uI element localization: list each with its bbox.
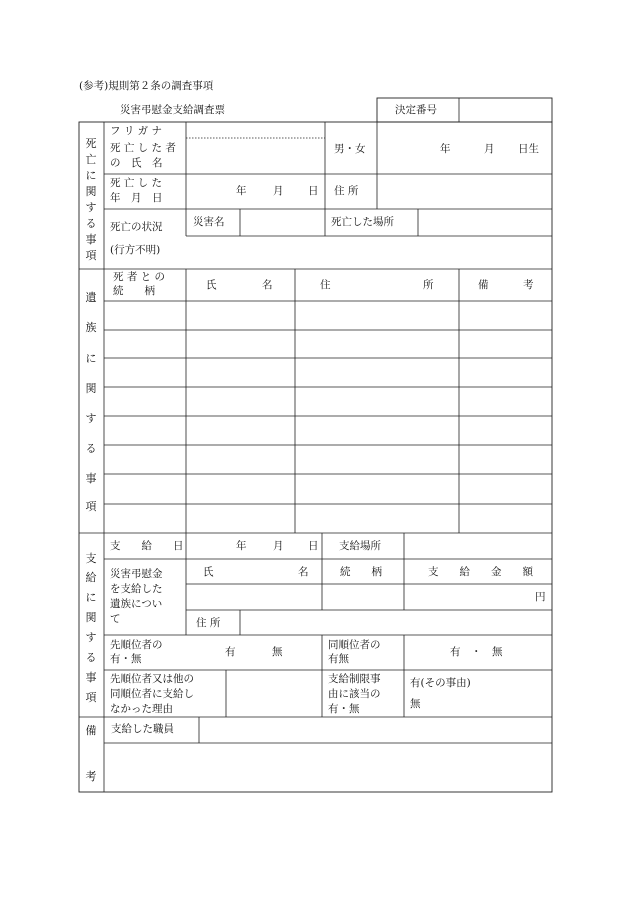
payment-place-field[interactable] (405, 534, 551, 558)
same-rank-label-2: 有無 (328, 653, 349, 665)
priority-label-1: 先順位者の (110, 639, 163, 651)
recipient-label-1: 災害弔慰金 (110, 568, 163, 580)
limit-yes-option[interactable]: 有(その事由) (410, 677, 471, 689)
death-date-label-2: 年 月 日 (110, 192, 163, 204)
death-place-label: 死亡した場所 (331, 216, 394, 228)
recipient-label-3: 遺族につい (110, 598, 163, 610)
sex-option[interactable]: 男・女 (334, 143, 366, 155)
disaster-name-field[interactable] (241, 210, 324, 235)
deceased-name-field[interactable] (187, 139, 324, 173)
deceased-name-label-2: の 氏 名 (110, 157, 163, 169)
remarks-side-label-1: 備 (85, 724, 97, 737)
not-paid-label-1: 先順位者又は他の (110, 673, 194, 685)
death-place-field[interactable] (419, 210, 551, 235)
form-title: 災害弔慰金支給調査票 (120, 104, 225, 116)
missing-field[interactable] (187, 237, 551, 268)
limit-label-2: 由に該当の (328, 688, 381, 700)
family-name-header-2: 名 (262, 279, 273, 291)
family-name-header-1: 氏 (206, 279, 217, 291)
family-remarks-header-1: 備 (478, 279, 489, 291)
death-day-label: 日 (308, 185, 319, 197)
family-address-header-1: 住 (320, 279, 331, 291)
recipient-address-field[interactable] (241, 611, 551, 634)
missing-label: (行方不明) (110, 244, 161, 256)
recipient-name-header-1: 氏 (203, 566, 214, 578)
family-address-header-2: 所 (423, 279, 434, 291)
family-table-body[interactable] (105, 302, 551, 532)
address-label: 住 所 (334, 185, 359, 197)
death-year-label: 年 (236, 185, 247, 197)
payment-day-label: 日 (308, 540, 319, 552)
death-month-label: 月 (273, 185, 284, 197)
limit-label-1: 支給制限事 (328, 673, 381, 685)
limit-no-option[interactable]: 無 (410, 698, 421, 710)
recipient-address-label: 住 所 (196, 617, 221, 629)
reference-note: (参考)規則第２条の調査事項 (79, 80, 214, 92)
staff-field[interactable] (200, 718, 551, 742)
priority-yes-option[interactable]: 有 (225, 646, 236, 658)
form-page: (参考)規則第２条の調査事項 災害弔慰金支給調査票 決定番号 死 亡 に 関 す る 事 項 フ リ ガ ナ 死 亡 し た 者 の 氏 名 男・女 年 月 日生 死 亡 し た 年 月 日 年 月 日 住 所 死亡の状況 災害名 死亡した場所 (行方不明) 遺 族 に 関 す る 事 項 死 者 と の 続 柄 氏 名 住 所 備 考 支 給 に 関 す る 事 項 支 給 日 年 月 日 支給場所 災害弔慰金 を支給した 遺族につい て 氏 名 続 柄 支 給 金 額 円 住 所 先順位者の 有・無 有 無 同順位者の 有無 有 ・ 無 先順位者又は他の 同順位者に支給し なかった理由 支給制限事 由に該当の 有・無 有(その事由) 無 備 考 支給した職員 (0, 0, 630, 903)
staff-label: 支給した職員 (111, 723, 174, 735)
relation-header-2: 続 柄 (113, 285, 155, 297)
recipient-name-field[interactable] (187, 585, 321, 609)
remarks-field[interactable] (105, 744, 551, 791)
same-rank-option[interactable]: 有 ・ 無 (450, 646, 503, 658)
limit-label-3: 有・無 (328, 703, 360, 715)
yen-unit: 円 (535, 591, 546, 603)
decision-number-label: 決定番号 (395, 104, 437, 116)
deceased-name-label-1: 死 亡 し た 者 (110, 142, 176, 154)
decision-number-field[interactable] (460, 99, 551, 121)
recipient-relation-header: 続 柄 (340, 566, 382, 578)
recipient-relation-field[interactable] (323, 585, 403, 609)
payment-year-label: 年 (236, 540, 247, 552)
priority-label-2: 有・無 (110, 653, 142, 665)
not-paid-reason-field[interactable] (227, 671, 321, 716)
not-paid-label-3: なかった理由 (110, 703, 173, 715)
death-date-label-1: 死 亡 し た (110, 177, 163, 189)
priority-no-option[interactable]: 無 (272, 646, 283, 658)
birth-day-label: 日生 (518, 143, 539, 155)
death-situation-label: 死亡の状況 (110, 221, 163, 233)
recipient-label-4: て (110, 613, 121, 625)
payment-date-label: 支 給 日 (110, 540, 184, 552)
birth-month-label: 月 (484, 143, 495, 155)
recipient-label-2: を支給した (110, 583, 163, 595)
relation-header-1: 死 者 と の (113, 271, 166, 283)
payment-place-label: 支給場所 (339, 540, 381, 552)
payment-amount-header: 支 給 金 額 (428, 566, 533, 578)
birth-year-label: 年 (440, 143, 451, 155)
not-paid-label-2: 同順位者に支給し (110, 688, 194, 700)
family-remarks-header-2: 考 (523, 279, 534, 291)
recipient-name-header-2: 名 (298, 566, 309, 578)
remarks-side-label-2: 考 (85, 770, 97, 783)
disaster-name-label: 災害名 (193, 216, 225, 228)
furigana-label: フ リ ガ ナ (110, 125, 163, 137)
furigana-field[interactable] (187, 123, 324, 137)
same-rank-label-1: 同順位者の (328, 639, 381, 651)
address-field[interactable] (378, 175, 551, 208)
payment-month-label: 月 (273, 540, 284, 552)
